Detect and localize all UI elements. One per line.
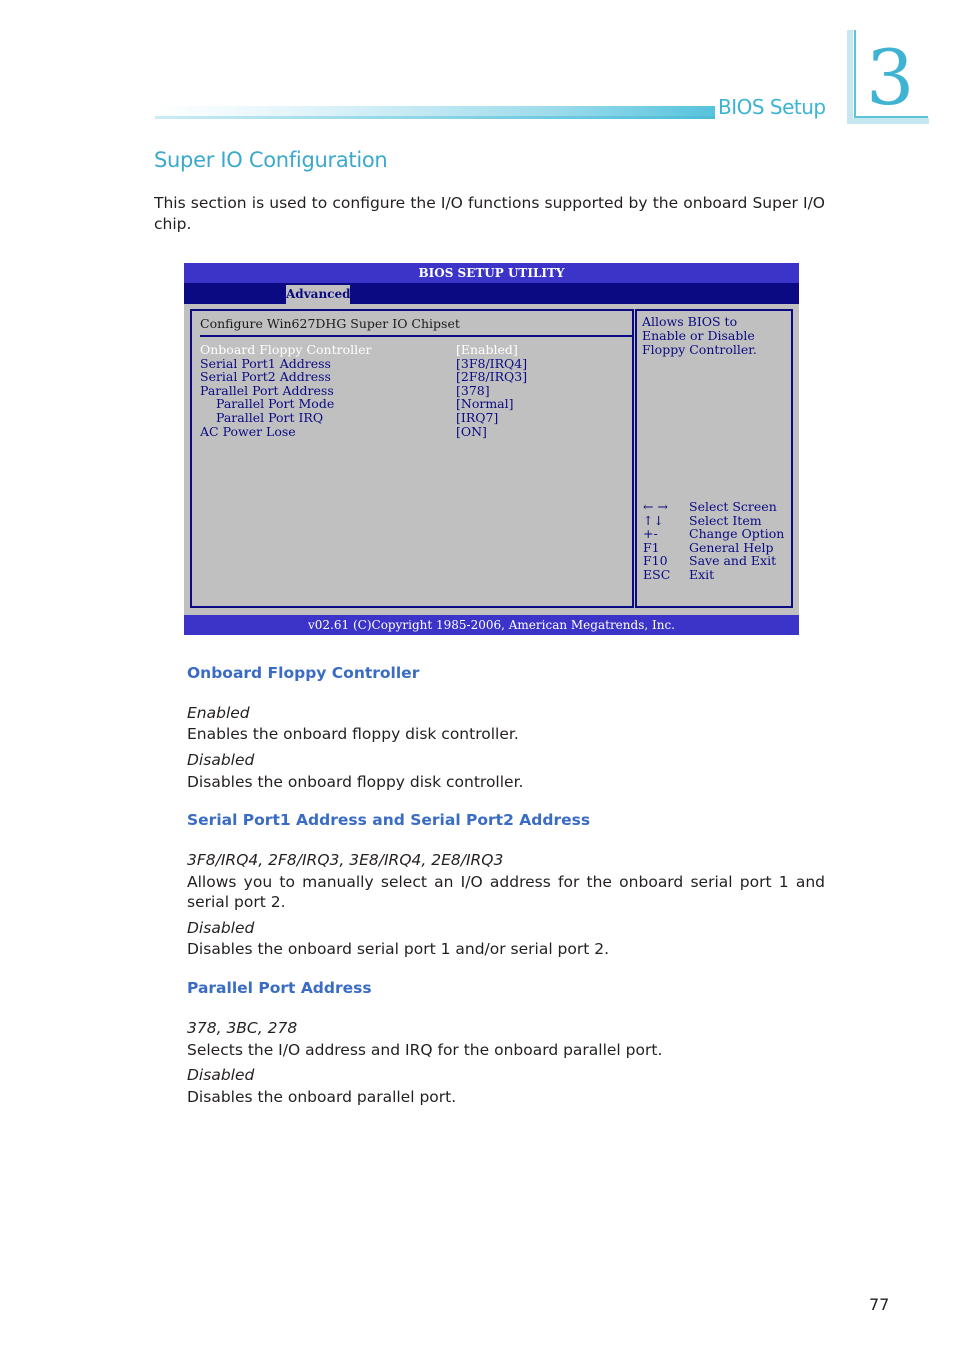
tab-advanced[interactable]: Advanced: [286, 285, 350, 304]
option-name: 378, 3BC, 278: [187, 1019, 298, 1037]
setting-ac-power-lose[interactable]: AC Power Lose: [200, 424, 296, 439]
option-description: Disables the onboard floppy disk controller.: [187, 773, 524, 791]
option-name: Disabled: [187, 1066, 255, 1084]
setting-value[interactable]: [2F8/IRQ3]: [456, 369, 528, 384]
help-text: Allows BIOS to Enable or Disable Floppy Controller.: [642, 314, 757, 357]
subsection-title: Onboard Floppy Controller: [187, 664, 420, 682]
option-name: Disabled: [187, 919, 255, 937]
bios-copyright-bar: v02.61 (C)Copyright 1985-2006, American Megatrends, Inc.: [184, 615, 799, 635]
header-rule: [155, 116, 715, 119]
setting-value[interactable]: [3F8/IRQ4]: [456, 356, 528, 371]
chapter-number: 3: [866, 33, 915, 122]
page-number: 77: [869, 1295, 890, 1314]
key-desc: Select Screen: [689, 499, 777, 514]
setting-value[interactable]: [IRQ7]: [456, 410, 499, 425]
key-desc: General Help: [689, 540, 774, 555]
key-plus-minus: +-: [643, 526, 658, 541]
key-f1: F1: [643, 540, 660, 555]
key-esc: ESC: [643, 567, 671, 582]
option-description: Disables the onboard serial port 1 and/or serial port 2.: [187, 940, 610, 958]
option-description: Selects the I/O address and IRQ for the onboard parallel port.: [187, 1041, 663, 1059]
option-name: Enabled: [187, 704, 250, 722]
setting-value[interactable]: [Enabled]: [456, 342, 518, 357]
setting-serial-port1-address[interactable]: Serial Port1 Address: [200, 356, 331, 371]
option-name: Disabled: [187, 751, 255, 769]
subsection-title: Parallel Port Address: [187, 979, 372, 997]
bios-menu-bar: [184, 283, 799, 304]
key-desc: Select Item: [689, 513, 762, 528]
option-name: 3F8/IRQ4, 2F8/IRQ3, 3E8/IRQ4, 2E8/IRQ3: [187, 851, 504, 869]
key-desc: Save and Exit: [689, 553, 777, 568]
setting-serial-port2-address[interactable]: Serial Port2 Address: [200, 369, 331, 384]
setting-parallel-port-address[interactable]: Parallel Port Address: [200, 383, 334, 398]
bios-screen: [184, 263, 799, 635]
key-desc: Change Option: [689, 526, 785, 541]
option-description: Disables the onboard parallel port.: [187, 1088, 457, 1106]
key-desc: Exit: [689, 567, 715, 582]
setting-parallel-port-mode[interactable]: Parallel Port Mode: [216, 396, 335, 411]
setting-value[interactable]: [378]: [456, 383, 490, 398]
bios-help-panel: [635, 309, 793, 608]
setting-value[interactable]: [Normal]: [456, 396, 514, 411]
key-f10: F10: [643, 553, 668, 568]
setting-onboard-floppy-controller[interactable]: Onboard Floppy Controller: [200, 342, 372, 357]
setting-parallel-port-irq[interactable]: Parallel Port IRQ: [216, 410, 324, 425]
bios-panel-heading: Configure Win627DHG Super IO Chipset: [200, 316, 460, 331]
option-description: Allows you to manually select an I/O address for the onboard serial port 1 and serial port 2.: [187, 873, 825, 911]
running-header: BIOS Setup: [718, 95, 826, 119]
bios-heading-divider: [200, 335, 632, 337]
subsection-title: Serial Port1 Address and Serial Port2 Address: [187, 811, 591, 829]
setting-value[interactable]: [ON]: [456, 424, 487, 439]
intro-paragraph: This section is used to configure the I/O functions supported by the onboard Super I/O chip.: [154, 194, 825, 233]
option-description: Enables the onboard floppy disk controller.: [187, 725, 519, 743]
key-arrows-lr: ← →: [643, 499, 668, 514]
bios-title-bar: BIOS SETUP UTILITY: [184, 263, 799, 283]
bios-settings-panel: [190, 309, 634, 608]
section-title: Super IO Configuration: [154, 148, 388, 172]
key-arrows-ud: ↑↓: [643, 513, 664, 528]
